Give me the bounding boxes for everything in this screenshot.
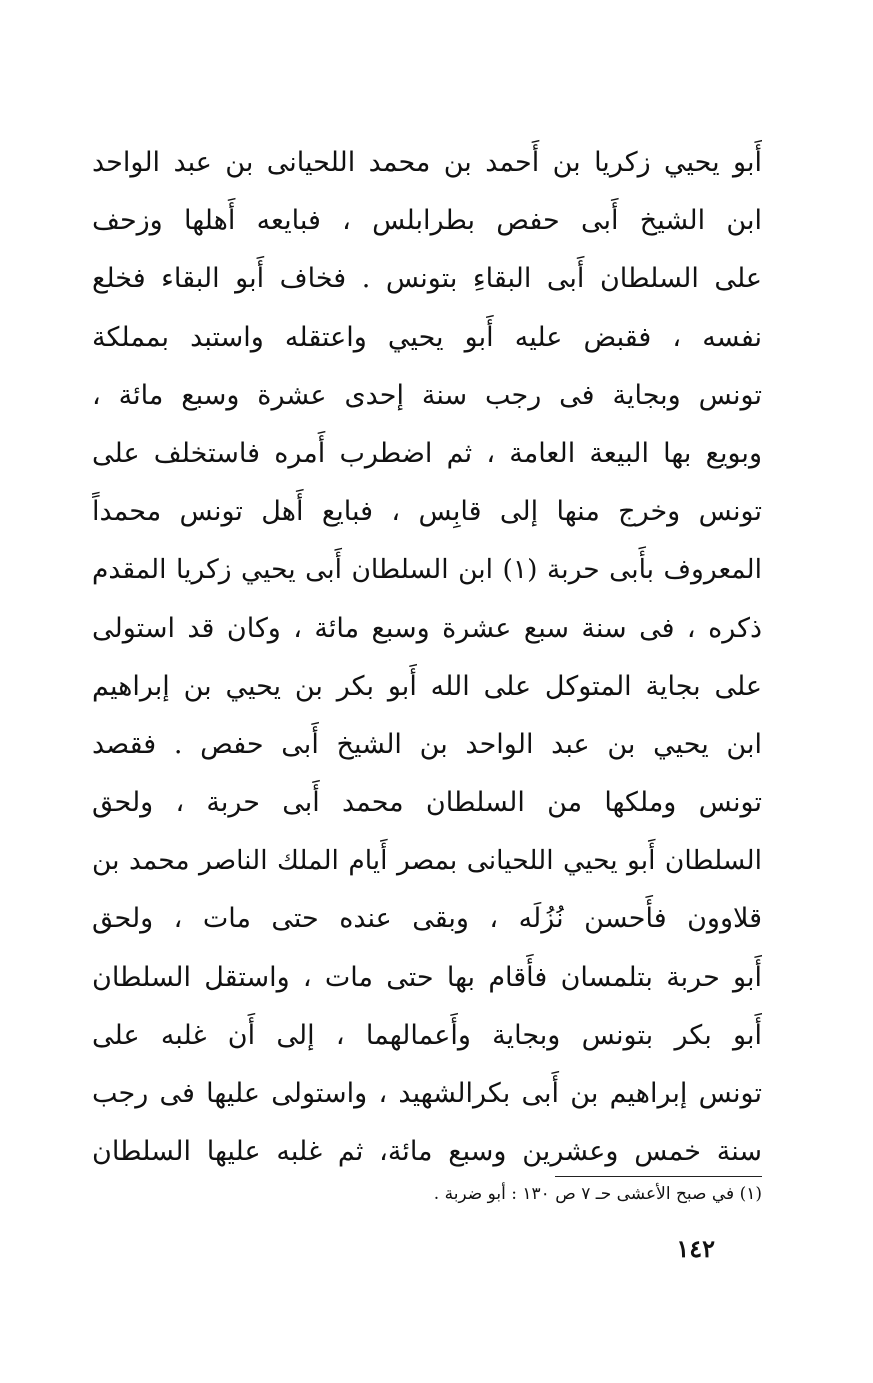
footnote-divider: [555, 1176, 762, 1177]
text-line: قلاوون فأَحسن نُزُلَه ، وبقى عنده حتى مات ، ولحق: [92, 903, 762, 935]
text-line: تونس إبراهيم بن أَبى بكرالشهيد ، واستولى عليها فى رجب: [92, 1078, 762, 1109]
text-line: تونس وبجاية فى رجب سنة إحدى عشرة وسبع مائة ،: [92, 379, 762, 411]
text-line: وبويع بها البيعة العامة ، ثم اضطرب أَمره فاستخلف على: [92, 437, 762, 469]
text-line: على السلطان أَبى البقاءِ بتونس . فخاف أَبو البقاء فخلع: [92, 263, 762, 295]
text-line: أَبو يحيي زكريا بن أَحمد بن محمد اللحيانى بن عبد الواحد: [92, 147, 762, 178]
text-line: على بجاية المتوكل على الله أَبو بكر بن يحيي بن إبراهيم: [92, 670, 762, 702]
text-line: تونس وخرج منها إلى قابِس ، فبايع أَهل تونس محمداً: [92, 496, 762, 528]
text-line: أَبو حربة بتلمسان فأَقام بها حتى مات ، واستقل السلطان: [92, 961, 762, 993]
text-line: ابن يحيي بن عبد الواحد بن الشيخ أَبى حفص . فقصد: [92, 728, 762, 760]
text-line: ذكره ، فى سنة سبع عشرة وسبع مائة ، وكان قد استولى: [92, 612, 762, 644]
text-line: ابن الشيخ أَبى حفص بطرابلس ، فبايعه أَهلها وزحف: [92, 205, 762, 237]
text-line: نفسه ، فقبض عليه أَبو يحيي واعتقله واستبد بمملكة: [92, 321, 762, 353]
text-line: المعروف بأَبى حربة (١) ابن السلطان أَبى يحيي زكريا المقدم: [92, 554, 762, 586]
page-number: ١٤٢: [676, 1234, 715, 1263]
main-text-block: [92, 134, 762, 1181]
footnote: (١) في صبح الأعشى حـ ٧ ص ١٣٠ : أبو ضربة .: [433, 1184, 762, 1204]
text-line: تونس وملكها من السلطان محمد أَبى حربة ، ولحق: [92, 787, 762, 819]
text-line: أَبو بكر بتونس وبجاية وأَعمالهما ، إلى أَن غلبه على: [92, 1019, 762, 1051]
text-line: سنة خمس وعشرين وسبع مائة، ثم غلبه عليها السلطان: [92, 1136, 762, 1168]
text-line: السلطان أَبو يحيي اللحيانى بمصر أَيام الملك الناصر محمد بن: [92, 845, 762, 877]
